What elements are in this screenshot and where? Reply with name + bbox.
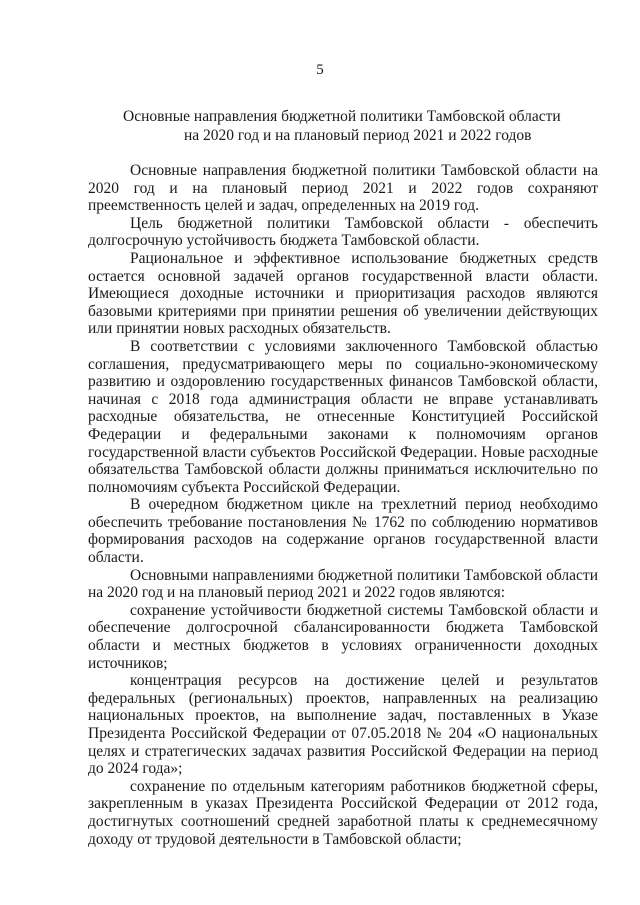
paragraph: Рациональное и эффективное использование бюджетных средств остается основной задачей органов государственной власти области. Имеющиеся доходные источники и приоритизация расходов являются базовыми критериями при принятии решения об увеличении действующих или принятии новых расходных обязательств.	[88, 249, 598, 338]
list-item-paragraph: сохранение по отдельным категориям работников бюджетной сферы, закрепленным в указах Президента Российской Федерации от 2012 года, достигнутых соотношений средней заработной платы к среднемесячному доходу от трудовой деятельности в Тамбовской области;	[88, 777, 598, 848]
paragraph: Цель бюджетной политики Тамбовской области - обеспечить долгосрочную устойчивость бюджета Тамбовской области.	[88, 214, 598, 250]
page-number: 5	[316, 62, 324, 78]
document-body	[88, 162, 598, 848]
paragraph: Основными направлениями бюджетной политики Тамбовской области на 2020 год и на плановый период 2021 и 2022 годов являются:	[88, 566, 598, 602]
paragraph: В очередном бюджетном цикле на трехлетний период необходимо обеспечить требование постановления № 1762 по соблюдению нормативов формирования расходов на содержание органов государственной власти области.	[88, 496, 598, 567]
paragraph: Основные направления бюджетной политики Тамбовской области на 2020 год и на плановый период 2021 и 2022 годов сохраняют преемственность целей и задач, определенных на 2019 год.	[88, 162, 598, 215]
list-item-paragraph: концентрация ресурсов на достижение целей и результатов федеральных (региональных) проектов, направленных на реализацию национальных проектов, на выполнение задач, поставленных в Указе Президента Российской Федерации от 07.05.2018 № 204 «О национальных целях и стратегических задачах развития Российской Федерации на период до 2024 года»;	[88, 672, 598, 778]
title-line-2: на 2020 год и на плановый период 2021 и 2022 годов	[184, 127, 532, 144]
title-line-1: Основные направления бюджетной политики Тамбовской области	[123, 108, 561, 125]
paragraph: В соответствии с условиями заключенного Тамбовской областью соглашения, предусматривающего меры по социально-экономическому развитию и оздоровлению государственных финансов Тамбовской области, начиная с 2018 года администрация области не вправе устанавливать расходные обязательства, не отнесенные Конституцией Российской Федерации и федеральными законами к полномочиям органов государственной власти субъектов Российской Федерации. Новые расходные обязательства Тамбовской области должны приниматься исключительно по полномочиям субъекта Российской Федерации.	[88, 337, 598, 496]
document-title	[88, 107, 588, 145]
list-item-paragraph: сохранение устойчивости бюджетной системы Тамбовской области и обеспечение долгосрочной сбалансированности бюджета Тамбовской области и местных бюджетов в условиях ограниченности доходных источников;	[88, 601, 598, 672]
